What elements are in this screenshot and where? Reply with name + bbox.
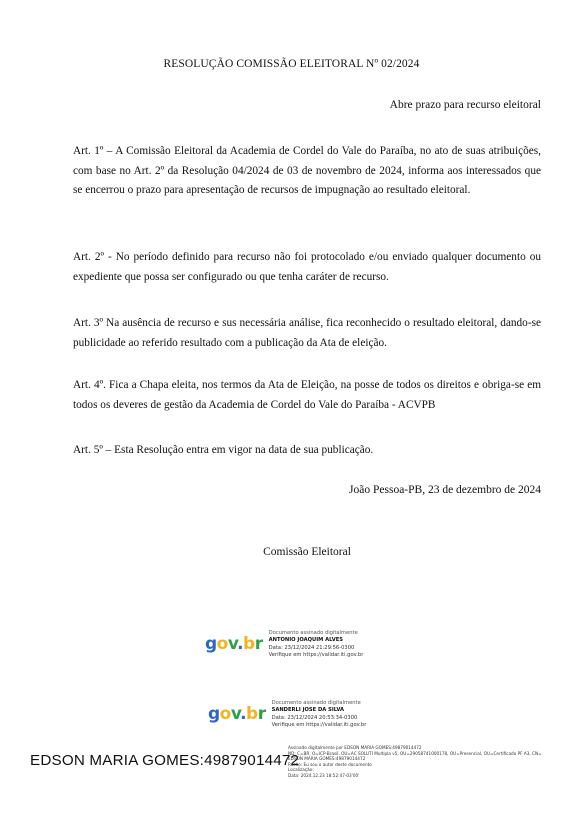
signature-details xyxy=(269,630,364,660)
article-4: Art. 4º. Fica a Chapa eleita, nos termos da Ata de Eleição, na posse de todos os direitos e obriga-se em todos os deveres de gestão da Academia de Cordel do Vale do Paraíba - ACVPB xyxy=(73,379,541,411)
govbr-logo: gov.br xyxy=(205,634,263,655)
signer-name: ANTONIO JOAQUIM ALVES xyxy=(268,637,344,644)
signature-header: Documento assinado digitalmente xyxy=(271,700,361,706)
document-subtitle: Abre prazo para recurso eleitoral xyxy=(389,99,541,111)
verify-link[interactable]: Verifique em https://validar.iti.gov.br xyxy=(271,722,367,729)
icp-line: Localização: xyxy=(288,767,314,772)
signer-name: SANDERLI JOSE DA SILVA xyxy=(271,707,345,714)
govbr-logo: gov.br xyxy=(208,704,266,725)
article-5: Art. 5º – Esta Resolução entra em vigor na data de sua publicação. xyxy=(73,444,374,456)
signature-date: Data: 23/12/2024 21:29:56-0300 xyxy=(268,644,355,651)
icp-line: Data: 2024.12.23 18:52:47-03'00' xyxy=(288,772,360,778)
signature-date: Data: 23/12/2024 20:53:34-0300 xyxy=(271,714,358,721)
icp-line: ND: C=BR, O=ICP-Brasil, OU=AC SOLUTI Multipla v5, OU=29058741000178, OU=Presencial, OU=Certificado PF A3, CN= xyxy=(288,750,542,756)
article-2: Art. 2º - No período definido para recurso não foi protocolado e/ou enviado qualquer documento ou expediente que possa ser configurado ou que tenha caráter de recurso. xyxy=(73,251,541,283)
verify-link[interactable]: Verifique em https://validar.iti.gov.br xyxy=(268,652,364,659)
signatory-label: Comissão Eleitoral xyxy=(263,546,351,558)
article-1: Art. 1º – A Comissão Eleitoral da Academia de Cordel do Vale do Paraíba, no ato de suas atribuições, com base no Art. 2º da Resolução 04/2024 de 03 de novembro de 2024, informa aos interessados que se encerrou o prazo para apresentação de recursos de impugnação ao resultado eleitoral. xyxy=(73,145,541,196)
date-line: João Pessoa-PB, 23 de dezembro de 2024 xyxy=(349,484,541,496)
icp-signer-name: EDSON MARIA GOMES:49879014472 xyxy=(30,752,300,769)
document-title: RESOLUÇÃO COMISSÃO ELEITORAL Nº 02/2024 xyxy=(163,58,420,70)
article-3: Art. 3º Na ausência de recurso e sus necessária análise, fica reconhecido o resultado eleitoral, dando-se publicidade ao referido resultado com a publicação da Ata de eleição. xyxy=(73,317,541,349)
icp-signature-details xyxy=(288,745,578,778)
digital-signature-2 xyxy=(208,700,366,730)
signature-header: Documento assinado digitalmente xyxy=(268,630,358,636)
digital-signature-1 xyxy=(205,630,363,660)
icp-line: Razão: Eu sou o autor deste documento xyxy=(288,761,372,767)
signature-details xyxy=(272,700,367,730)
icp-line: EDSON MARIA GOMES:49879014472 xyxy=(288,756,366,761)
icp-line: Assinado digitalmente por EDSON MARIA GOMES:49879014472 xyxy=(288,745,422,750)
